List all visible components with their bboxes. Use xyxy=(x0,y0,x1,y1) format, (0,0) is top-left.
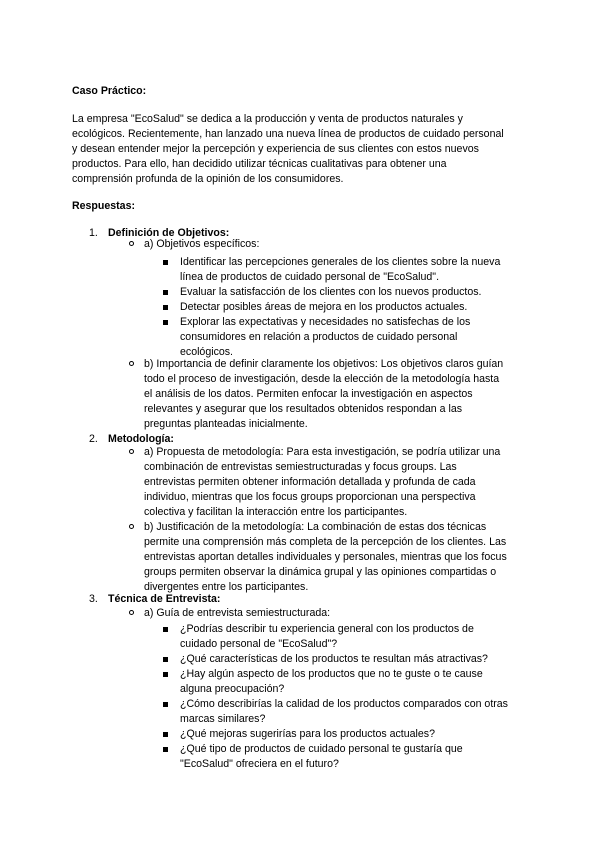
paragraph-line: entrevistas aportan detalles individuales y personales, mientras que los focus xyxy=(144,551,507,563)
list-item-line: línea de productos de cuidado personal de "EcoSalud". xyxy=(180,271,440,283)
section-number: 1. xyxy=(89,227,98,239)
paragraph-line: relevantes y asegurar que los resultados obtenidos respondan a las xyxy=(144,403,463,415)
list-item-line: Explorar las expectativas y necesidades no satisfechas de los xyxy=(180,316,471,328)
paragraph-line: todo el proceso de investigación, desde la elección de la metodología hasta xyxy=(144,373,500,385)
hollow-circle-bullet-icon xyxy=(129,449,134,454)
section-title: Técnica de Entrevista: xyxy=(108,593,221,605)
list-item-line: ¿Hay algún aspecto de los productos que no te guste o te cause xyxy=(180,668,483,680)
square-bullet-icon xyxy=(163,305,168,310)
hollow-circle-bullet-icon xyxy=(129,241,134,246)
intro-line: ecológicos. Recientemente, han lanzado una nueva línea de productos de cuidado personal xyxy=(72,128,504,140)
list-item-line: ¿Qué tipo de productos de cuidado personal te gustaría que xyxy=(180,743,463,755)
answers-heading: Respuestas: xyxy=(72,200,135,212)
square-bullet-icon xyxy=(163,627,168,632)
list-item-line: ecológicos. xyxy=(180,346,233,358)
list-item-line: cuidado personal de "EcoSalud"? xyxy=(180,638,338,650)
list-item-line: ¿Qué características de los productos te resultan más atractivas? xyxy=(180,653,488,665)
list-item-line: Identificar las percepciones generales de los clientes sobre la nueva xyxy=(180,256,501,268)
paragraph-line: divergentes entre los participantes. xyxy=(144,581,309,593)
intro-line: productos. Para ello, han decidido utilizar técnicas cualitativas para obtener una xyxy=(72,158,447,170)
square-bullet-icon xyxy=(163,672,168,677)
paragraph-line: b) Justificación de la metodología: La combinación de estas dos técnicas xyxy=(144,521,487,533)
square-bullet-icon xyxy=(163,260,168,265)
list-item-line: Evaluar la satisfacción de los clientes con los nuevos productos. xyxy=(180,286,482,298)
hollow-circle-bullet-icon xyxy=(129,610,134,615)
list-item-line: marcas similares? xyxy=(180,713,266,725)
intro-line: y desean entender mejor la percepción y experiencia de sus clientes con estos nuevos xyxy=(72,143,479,155)
list-item-line: "EcoSalud" ofreciera en el futuro? xyxy=(180,758,339,770)
section-number: 2. xyxy=(89,433,98,445)
case-title: Caso Práctico: xyxy=(72,85,147,97)
hollow-circle-bullet-icon xyxy=(129,524,134,529)
square-bullet-icon xyxy=(163,320,168,325)
list-item-line: ¿Podrías describir tu experiencia general con los productos de xyxy=(180,623,474,635)
hollow-circle-bullet-icon xyxy=(129,361,134,366)
square-bullet-icon xyxy=(163,702,168,707)
paragraph-line: colectiva y facilitan la interacción entre los participantes. xyxy=(144,506,408,518)
paragraph-line: permite una comprensión más completa de la percepción de los clientes. Las xyxy=(144,536,507,548)
subitem-label: a) Objetivos específicos: xyxy=(144,238,260,250)
section-title: Definición de Objetivos: xyxy=(108,227,230,239)
section-number: 3. xyxy=(89,593,98,605)
subitem-label: a) Guía de entrevista semiestructurada: xyxy=(144,607,331,619)
paragraph-line: el análisis de los datos. Permiten enfocar la investigación en aspectos xyxy=(144,388,473,400)
list-item-line: consumidores en relación a productos de cuidado personal xyxy=(180,331,458,343)
section-title: Metodología: xyxy=(108,433,174,445)
paragraph-line: entrevistas permiten obtener información detallada y profunda de cada xyxy=(144,476,476,488)
paragraph-line: preguntas planteadas inicialmente. xyxy=(144,418,308,430)
paragraph-line: individuo, mientras que los focus groups proporcionan una perspectiva xyxy=(144,491,476,503)
paragraph-line: b) Importancia de definir claramente los objetivos: Los objetivos claros guían xyxy=(144,358,504,370)
square-bullet-icon xyxy=(163,732,168,737)
list-item-line: ¿Qué mejoras sugerirías para los productos actuales? xyxy=(180,728,435,740)
list-item-line: alguna preocupación? xyxy=(180,683,285,695)
intro-line: comprensión profunda de la opinión de los consumidores. xyxy=(72,173,344,185)
square-bullet-icon xyxy=(163,290,168,295)
paragraph-line: groups permiten observar la dinámica grupal y las opiniones compartidas o xyxy=(144,566,497,578)
list-item-line: ¿Cómo describirías la calidad de los productos comparados con otras xyxy=(180,698,508,710)
list-item-line: Detectar posibles áreas de mejora en los productos actuales. xyxy=(180,301,468,313)
square-bullet-icon xyxy=(163,657,168,662)
paragraph-line: a) Propuesta de metodología: Para esta investigación, se podría utilizar una xyxy=(144,446,501,458)
square-bullet-icon xyxy=(163,747,168,752)
intro-line: La empresa "EcoSalud" se dedica a la producción y venta de productos naturales y xyxy=(72,113,463,125)
paragraph-line: combinación de entrevistas semiestructuradas y focus groups. Las xyxy=(144,461,457,473)
